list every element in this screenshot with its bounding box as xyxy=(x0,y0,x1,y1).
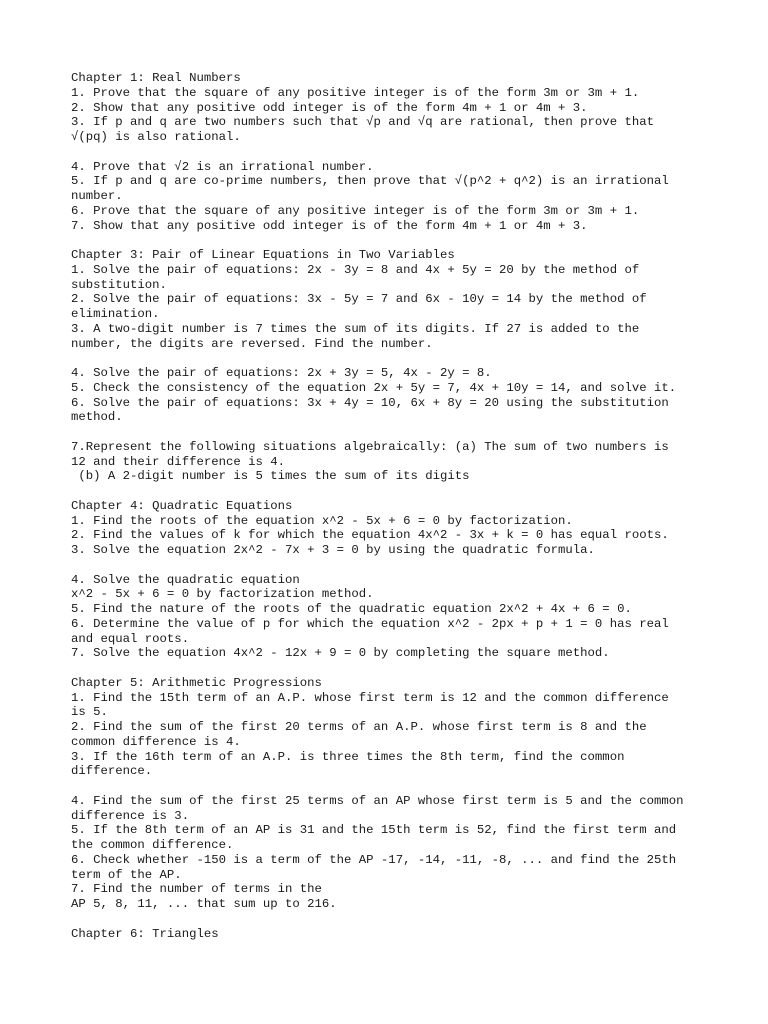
chapter-heading: Chapter 5: Arithmetic Progressions xyxy=(71,675,322,690)
question-line: and equal roots. xyxy=(71,631,190,646)
question-line: 2. Show that any positive odd integer is of the form 4m + 1 or 4m + 3. xyxy=(71,100,588,115)
question-line: 1. Find the roots of the equation x^2 - 5x + 6 = 0 by factorization. xyxy=(71,513,573,528)
question-line: is 5. xyxy=(71,705,108,720)
question-line: the common difference. xyxy=(71,838,234,852)
blank-line xyxy=(71,558,761,573)
question-line: 4. Solve the quadratic equation xyxy=(71,572,300,587)
question-line: common difference is 4. xyxy=(71,734,241,749)
question-line: 7. Find the number of terms in the xyxy=(71,882,322,897)
chapter-heading: Chapter 1: Real Numbers xyxy=(71,71,241,85)
question-line: 4. Prove that √2 is an irrational number. xyxy=(71,159,374,174)
question-line: √(pq) is also rational. xyxy=(71,130,241,144)
question-line: 1. Find the 15th term of an A.P. whose first term is 12 and the common difference xyxy=(71,690,669,705)
blank-line xyxy=(71,484,761,499)
question-line: 7. Solve the equation 4x^2 - 12x + 9 = 0 by completing the square method. xyxy=(71,646,610,661)
question-line: substitution. xyxy=(71,277,167,292)
question-line: 5. If the 8th term of an AP is 31 and the 15th term is 52, find the first term and xyxy=(71,823,677,838)
question-line: number. xyxy=(71,189,123,203)
question-line: 6. Determine the value of p for which the equation x^2 - 2px + p + 1 = 0 has real xyxy=(71,616,669,631)
question-line: 3. If p and q are two numbers such that √p and √q are rational, then prove that xyxy=(71,115,654,130)
chapter-heading: Chapter 3: Pair of Linear Equations in Two Variables xyxy=(71,248,455,262)
question-line: 4. Solve the pair of equations: 2x + 3y = 5, 4x - 2y = 8. xyxy=(71,366,492,380)
chapter-heading: Chapter 6: Triangles xyxy=(71,926,219,941)
question-line: 2. Solve the pair of equations: 3x - 5y = 7 and 6x - 10y = 14 by the method of xyxy=(71,292,647,307)
question-line: difference is 3. xyxy=(71,808,190,823)
question-line: elimination. xyxy=(71,307,160,321)
blank-line xyxy=(71,661,761,676)
question-line: 2. Find the values of k for which the equation 4x^2 - 3x + k = 0 has equal roots. xyxy=(71,528,669,543)
question-line: 6. Solve the pair of equations: 3x + 4y = 10, 6x + 8y = 20 using the substitution xyxy=(71,395,669,410)
question-line: 12 and their difference is 4. xyxy=(71,454,286,469)
question-line: 3. A two-digit number is 7 times the sum of its digits. If 27 is added to the xyxy=(71,321,640,336)
blank-line xyxy=(71,912,761,927)
question-line: 6. Prove that the square of any positive integer is of the form 3m or 3m + 1. xyxy=(71,203,640,218)
blank-line xyxy=(71,779,761,794)
question-line: term of the AP. xyxy=(71,867,182,882)
chapter-heading: Chapter 4: Quadratic Equations xyxy=(71,498,293,513)
question-line: 1. Solve the pair of equations: 2x - 3y = 8 and 4x + 5y = 20 by the method of xyxy=(71,262,640,277)
question-line: method. xyxy=(71,410,123,425)
question-line: (b) A 2-digit number is 5 times the sum of its digits xyxy=(71,469,470,484)
question-line: 5. If p and q are co-prime numbers, then prove that √(p^2 + q^2) is an irrational xyxy=(71,174,669,189)
question-line: 3. Solve the equation 2x^2 - 7x + 3 = 0 by using the quadratic formula. xyxy=(71,543,595,557)
blank-line xyxy=(71,351,761,366)
question-line: 7. Show that any positive odd integer is of the form 4m + 1 or 4m + 3. xyxy=(71,218,588,233)
question-line: 5. Find the nature of the roots of the quadratic equation 2x^2 + 4x + 6 = 0. xyxy=(71,602,632,616)
question-line: 3. If the 16th term of an A.P. is three times the 8th term, find the common xyxy=(71,749,625,764)
question-line: x^2 - 5x + 6 = 0 by factorization method. xyxy=(71,587,374,602)
question-line: 1. Prove that the square of any positive integer is of the form 3m or 3m + 1. xyxy=(71,85,640,100)
question-line: 2. Find the sum of the first 20 terms of an A.P. whose first term is 8 and the xyxy=(71,720,647,734)
question-line: 7.Represent the following situations algebraically: (a) The sum of two numbers is xyxy=(71,439,669,454)
question-line: 5. Check the consistency of the equation 2x + 5y = 7, 4x + 10y = 14, and solve it. xyxy=(71,380,677,395)
question-line: AP 5, 8, 11, ... that sum up to 216. xyxy=(71,897,337,911)
blank-line xyxy=(71,425,761,440)
blank-line xyxy=(71,233,761,248)
question-line: difference. xyxy=(71,764,153,779)
question-line: 4. Find the sum of the first 25 terms of an AP whose first term is 5 and the common xyxy=(71,793,684,808)
question-line: number, the digits are reversed. Find the number. xyxy=(71,336,433,351)
question-line: 6. Check whether -150 is a term of the AP -17, -14, -11, -8, ... and find the 25th xyxy=(71,852,677,867)
document-page xyxy=(71,71,761,941)
blank-line xyxy=(71,145,761,160)
